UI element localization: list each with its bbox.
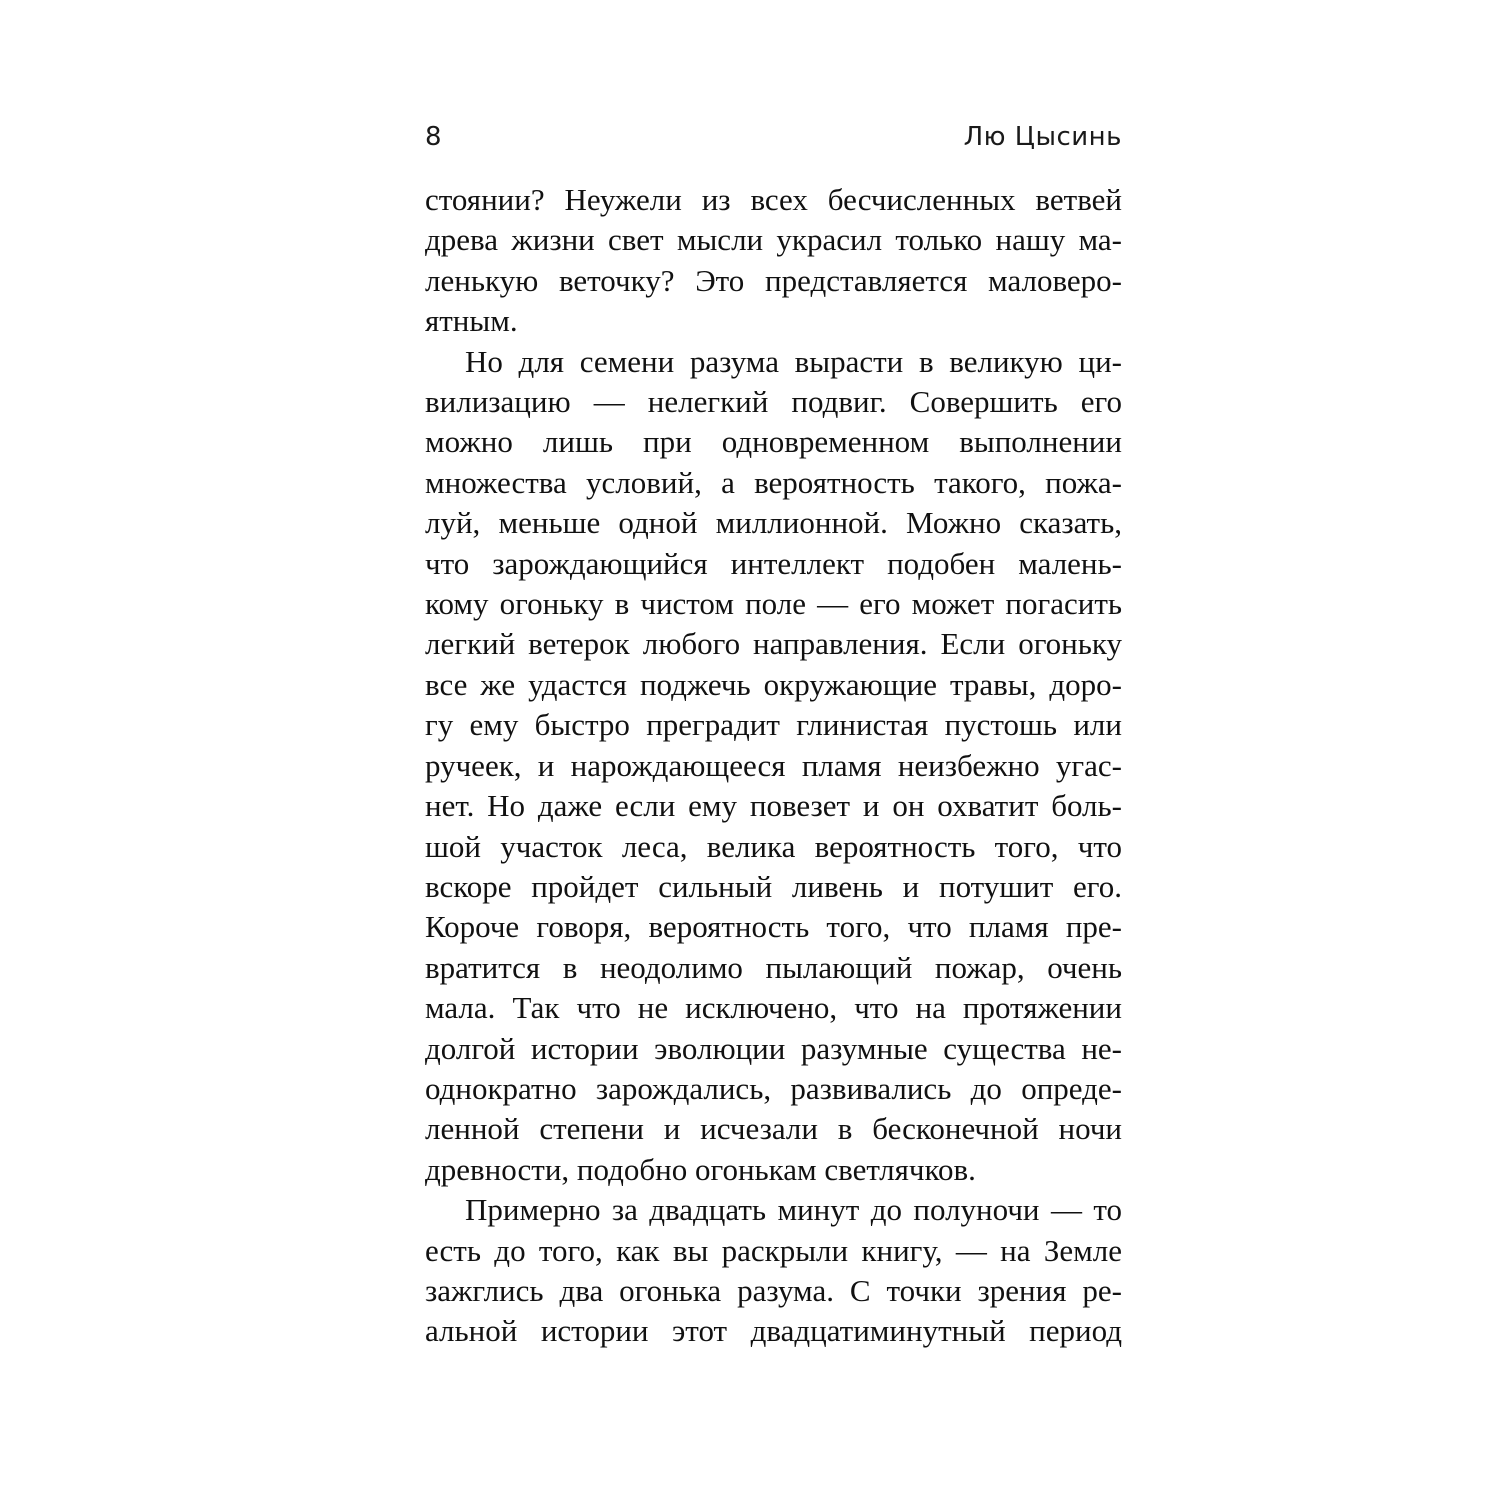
text-line: Короче говоря, вероятность того, что пламя пре-: [425, 909, 1122, 945]
text-line: ленной степени и исчезали в бесконечной ночи: [425, 1111, 1122, 1147]
text-line: вратится в неодолимо пылающий пожар, очень: [425, 949, 1122, 985]
paragraph: [425, 342, 1122, 1191]
text-line: гу ему быстро преградит глинистая пустошь или: [425, 707, 1122, 743]
running-head-author: Лю Цысинь: [963, 122, 1122, 152]
text-line: древа жизни свет мысли украсил только нашу ма-: [425, 222, 1122, 258]
text-line: мала. Так что не исключено, что на протяжении: [425, 990, 1122, 1026]
text-line: множества условий, а вероятность такого, пожа-: [425, 464, 1122, 500]
text-line: кому огоньку в чистом поле — его может погасить: [425, 586, 1122, 622]
page-number: 8: [425, 122, 442, 152]
text-line: есть до того, как вы раскрыли книгу, — на Земле: [425, 1232, 1122, 1268]
text-line: что зарождающийся интеллект подобен малень-: [425, 545, 1122, 581]
text-line: долгой истории эволюции разумные существа не-: [425, 1030, 1122, 1066]
text-line: Примерно за двадцать минут до полуночи — то: [465, 1192, 1122, 1228]
text-line: ручеек, и нарождающееся пламя неизбежно угас-: [425, 747, 1122, 783]
text-line: все же удастся поджечь окружающие травы, доро-: [425, 666, 1122, 702]
text-line: однократно зарождались, развивались до опреде-: [425, 1070, 1122, 1106]
text-line: древности, подобно огонькам светлячков.: [425, 1151, 976, 1187]
text-line: нет. Но даже если ему повезет и он охватит боль-: [425, 788, 1122, 824]
text-line: вскоре пройдет сильный ливень и потушит его.: [425, 868, 1122, 904]
body-text: [425, 180, 1122, 1352]
text-line: можно лишь при одновременном выполнении: [425, 424, 1122, 460]
text-line: ятным.: [425, 303, 518, 339]
text-line: луй, меньше одной миллионной. Можно сказать,: [425, 505, 1122, 541]
text-line: ленькую веточку? Это представляется маловеро-: [425, 262, 1122, 298]
text-line: Но для семени разума вырасти в великую ци-: [465, 343, 1122, 379]
text-line: шой участок леса, велика вероятность того, что: [425, 828, 1122, 864]
text-line: стоянии? Неужели из всех бесчисленных ветвей: [425, 182, 1122, 217]
paragraph: [425, 180, 1122, 342]
text-line: альной истории этот двадцатиминутный период: [425, 1313, 1122, 1349]
text-line: вилизацию — нелегкий подвиг. Совершить его: [425, 384, 1122, 420]
text-line: легкий ветерок любого направления. Если огоньку: [425, 626, 1122, 662]
text-line: зажглись два огонька разума. С точки зрения ре-: [425, 1272, 1122, 1308]
paragraph: [425, 1190, 1122, 1352]
page-header: [425, 122, 1122, 162]
